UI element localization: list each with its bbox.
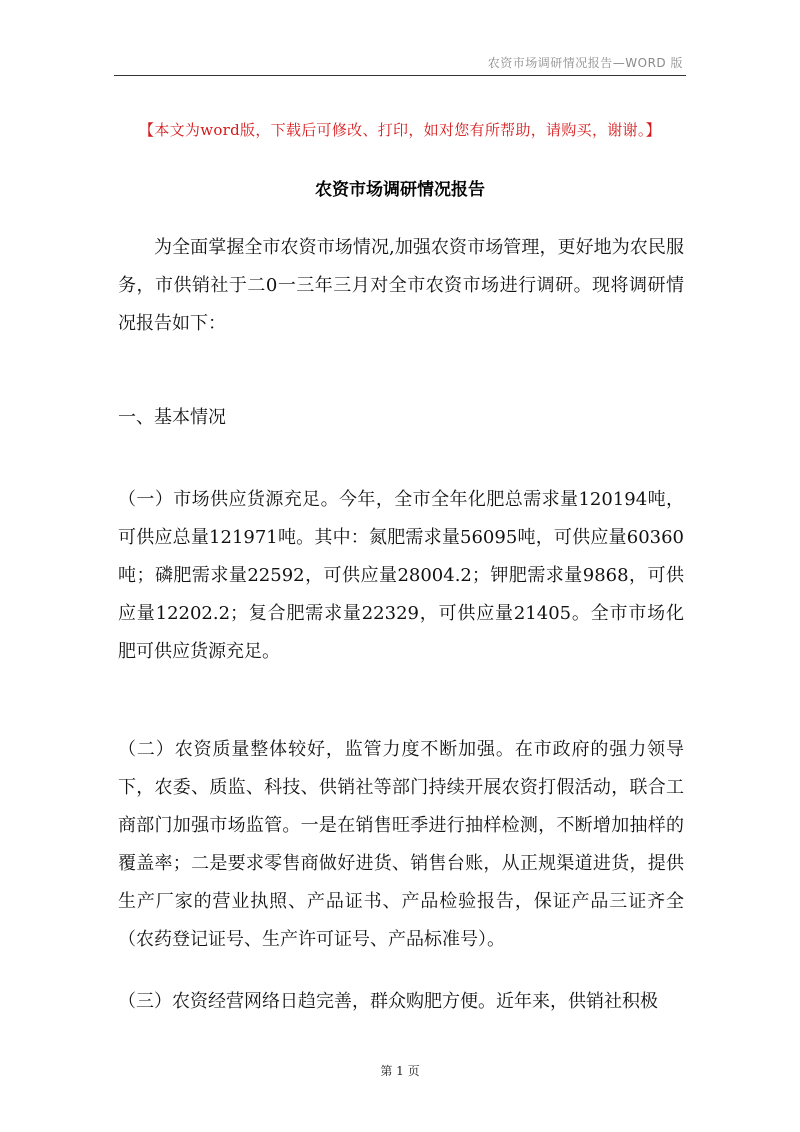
paragraph-quality: （二）农资质量整体较好，监管力度不断加强。在市政府的强力领导下，农委、质监、科技、供销社等部门持续开展农资打假活动，联合工商部门加强市场监管。一是在销售旺季进行抽样检测，不断增加抽样的覆盖率；二是要求零售商做好进货、销售台账，从正规渠道进货，提供生产厂家的营业执照、产品证书、产品检验报告，保证产品三证齐全（农药登记证号、生产许可证号、产品标准号）。 <box>118 739 684 950</box>
header-divider <box>114 75 686 76</box>
paragraph-supply: （一）市场供应货源充足。今年，全市全年化肥总需求量120194吨，可供应总量121971吨。其中：氮肥需求量56095吨，可供应量60360吨；磷肥需求量22592，可供应量28004.2；钾肥需求量9868，可供应量12202.2；复合肥需求量22329，可供应量21405。全市市场化肥可供应货源充足。 <box>118 489 684 662</box>
document-title: 农资市场调研情况报告 <box>315 180 485 200</box>
running-header: 农资市场调研情况报告—WORD 版 <box>487 56 683 70</box>
intro-paragraph: 为全面掌握全市农资市场情况,加强农资市场管理，更好地为农民服务，市供销社于二0一三年三月对全市农资市场进行调研。现将调研情况报告如下： <box>118 237 684 334</box>
page-number: 第 1 页 <box>380 1064 420 1078</box>
download-notice: 【本文为word版，下载后可修改、打印，如对您有所帮助，请购买，谢谢。】 <box>139 121 661 139</box>
section-heading-basic-situation: 一、基本情况 <box>118 407 226 428</box>
paragraph-network: （三）农资经营网络日趋完善，群众购肥方便。近年来，供销社积极 <box>118 991 658 1012</box>
